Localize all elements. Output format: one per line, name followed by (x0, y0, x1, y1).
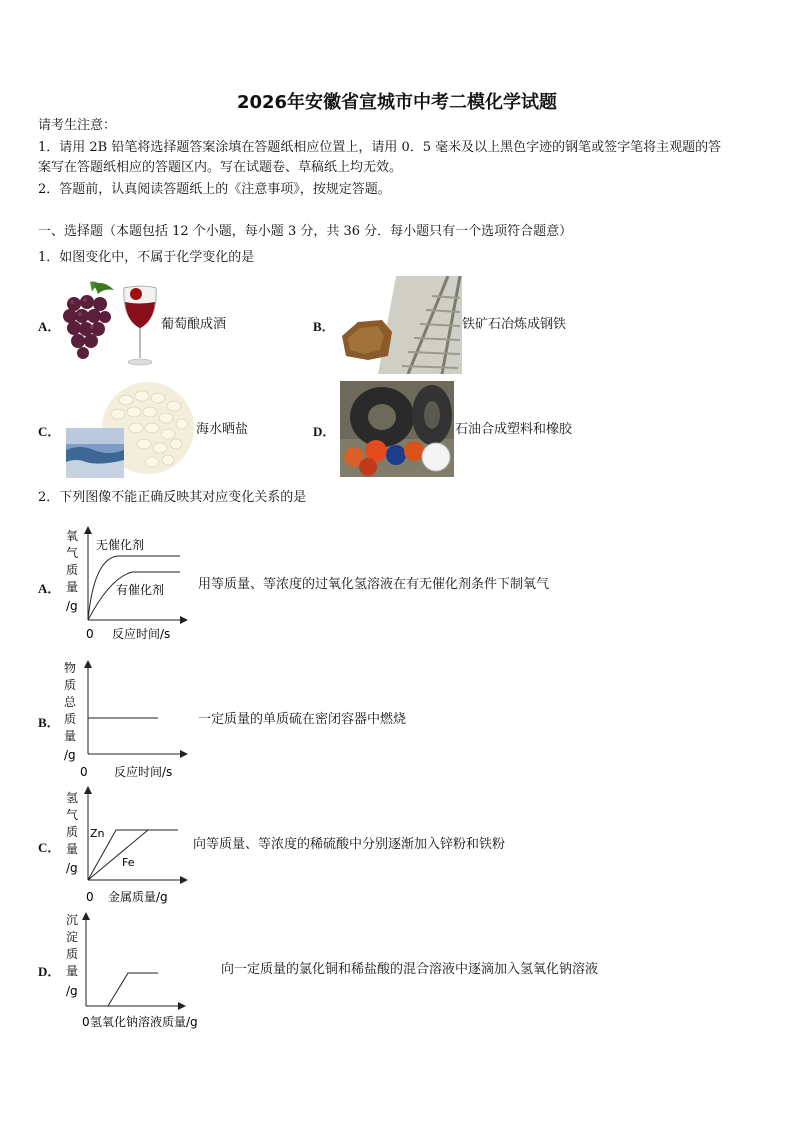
y-label-char: 量 (64, 729, 77, 743)
q2-option-d-letter: D． (38, 964, 61, 979)
curve-label-with-catalyst: 有催化剂 (116, 583, 165, 597)
y-label-char: 沉 (66, 913, 79, 927)
q1-option-b-text: 铁矿石冶炼成钢铁 (462, 317, 567, 332)
curve-label-zn: Zn (90, 827, 105, 840)
y-label-char: /g (66, 984, 78, 998)
y-label-char: 总 (64, 695, 77, 709)
y-label-char: 氧 (66, 529, 79, 543)
y-label-char: 淀 (66, 930, 79, 944)
origin-label: 0 (86, 627, 94, 641)
notice-item-1-line-2: 案写在答题纸相应的答题区内。写在试题卷、草稿纸上均无效。 (38, 160, 403, 175)
q2-option-a-letter: A． (38, 581, 61, 596)
x-axis-label: 反应时间/s (112, 627, 171, 641)
q2-option-c-letter: C． (38, 840, 61, 855)
q2-option-c-text: 向等质量、等浓度的稀硫酸中分别逐渐加入锌粉和铁粉 (193, 837, 506, 852)
section-heading: 一、选择题（本题包括 12 个小题，每小题 3 分，共 36 分．每小题只有一个选项符合题意） (38, 224, 573, 239)
notice-item-1-line-1: 1．请用 2B 铅笔将选择题答案涂填在答题纸相应位置上，请用 0．5 毫米及以上黑色字迹的钢笔或签字笔将主观题的答 (38, 140, 722, 155)
q1-option-b-letter: B． (313, 319, 335, 334)
y-label-char: 质 (64, 712, 77, 726)
q2-graph-b (60, 656, 200, 780)
iron-ore-rails-photo (338, 276, 462, 374)
question-1-stem: 1．如图变化中，不属于化学变化的是 (38, 250, 255, 265)
origin-label: 0 (86, 890, 94, 904)
sea-salt-photo (66, 380, 196, 478)
origin-label: 0 (80, 765, 88, 779)
q2-option-b-text: 一定质量的单质硫在密闭容器中燃烧 (198, 712, 407, 727)
q1-option-c-letter: C． (38, 424, 61, 439)
y-label-char: 气 (66, 546, 79, 560)
q2-option-b-letter: B． (38, 715, 60, 730)
y-label-char: 质 (64, 678, 77, 692)
precipitate-curve (108, 973, 158, 1006)
x-axis-label: 金属质量/g (108, 890, 168, 904)
curve-label-no-catalyst: 无催化剂 (96, 538, 145, 552)
grapes-wine-photo (62, 280, 160, 370)
tires-balls-photo (340, 381, 454, 477)
y-label-char: /g (64, 748, 76, 762)
q2-graph-d (60, 906, 230, 1030)
notice-item-2: 2．答题前，认真阅读答题纸上的《注意事项》，按规定答题。 (38, 182, 391, 197)
y-label-char: 量 (66, 580, 79, 594)
y-label-char: 量 (66, 964, 79, 978)
curve-label-fe: Fe (122, 856, 135, 869)
q2-graph-a (60, 522, 200, 646)
y-label-char: /g (66, 599, 78, 613)
q1-option-a-text: 葡萄酿成酒 (161, 317, 227, 332)
x-axis-label: 反应时间/s (114, 765, 173, 779)
y-label-char: 质 (66, 825, 79, 839)
y-label-char: 物 (64, 661, 77, 675)
origin-label: 0 (82, 1015, 90, 1029)
page-title: 2026年安徽省宣城市中考二模化学试题 (236, 92, 558, 113)
q2-option-d-text: 向一定质量的氯化铜和稀盐酸的混合溶液中逐滴加入氢氧化钠溶液 (221, 962, 599, 977)
q1-option-d-text: 石油合成塑料和橡胶 (455, 422, 573, 437)
q1-option-d-letter: D． (313, 424, 336, 439)
question-2-stem: 2．下列图像不能正确反映其对应变化关系的是 (38, 490, 307, 505)
q2-graph-c (60, 782, 200, 906)
y-label-char: 质 (66, 947, 79, 961)
y-label-char: 量 (66, 842, 79, 856)
x-axis-label: 氢氧化钠溶液质量/g (90, 1015, 198, 1029)
y-label-char: 质 (66, 563, 79, 577)
q1-option-a-letter: A． (38, 319, 61, 334)
y-label-char: /g (66, 861, 78, 875)
y-label-char: 氢 (66, 791, 79, 805)
notice-heading: 请考生注意： (38, 118, 117, 133)
y-label-char: 气 (66, 808, 79, 822)
q1-option-c-text: 海水晒盐 (196, 422, 249, 437)
q2-option-a-text: 用等质量、等浓度的过氧化氢溶液在有无催化剂条件下制氧气 (198, 577, 550, 592)
